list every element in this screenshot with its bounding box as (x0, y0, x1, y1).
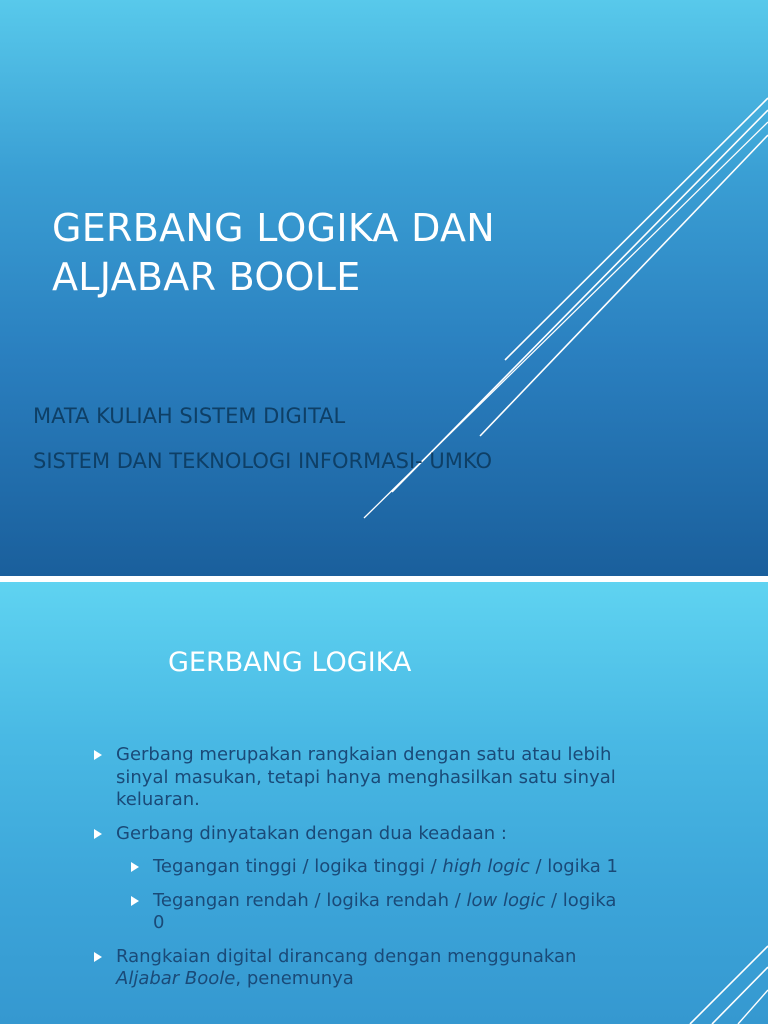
subtitle-course: MATA KULIAH SISTEM DIGITAL (33, 404, 346, 428)
bullet-item (92, 946, 632, 991)
bullet-text-emphasis: low logic (466, 889, 546, 911)
deco-line (690, 946, 768, 1024)
sub-bullet-item (129, 890, 623, 935)
content-slide (0, 582, 768, 1024)
bullet-arrow-icon (131, 896, 139, 906)
bullet-text-emphasis: Aljabar Boole (116, 968, 236, 989)
title-line-1: GERBANG LOGIKA DAN (52, 206, 495, 250)
bullet-text-pre: Tegangan rendah / logika rendah / (153, 889, 467, 911)
bullet-text-post: , penemunya (235, 968, 354, 989)
title-line-2: ALJABAR BOOLE (52, 255, 361, 299)
bullet-arrow-icon (94, 952, 102, 962)
slide-title: GERBANG LOGIKA (168, 647, 412, 678)
bullet-text-post: / logika 0 (153, 889, 617, 933)
bullet-arrow-icon (94, 829, 102, 839)
sub-bullet-item (129, 856, 623, 879)
bullet-text-pre: Tegangan tinggi / logika tinggi / (153, 856, 443, 877)
bullet-text-post: / logika 1 (529, 856, 618, 877)
bullet-list (92, 744, 632, 1002)
bullet-arrow-icon (94, 750, 102, 760)
bullet-arrow-icon (131, 862, 139, 872)
bullet-item (92, 744, 632, 812)
bullet-text-emphasis: high logic (442, 856, 530, 877)
subtitle-department: SISTEM DAN TEKNOLOGI INFORMASI- UMKO (33, 449, 493, 473)
deco-line (738, 990, 768, 1024)
bullet-item (92, 823, 632, 846)
bullet-text-pre: Rangkaian digital dirancang dengan menggunakan (116, 945, 577, 967)
slide-title (52, 204, 612, 302)
bullet-text: Gerbang merupakan rangkaian dengan satu atau lebih sinyal masukan, tetapi hanya menghasilkan satu sinyal keluaran. (116, 744, 616, 810)
deco-line (712, 967, 768, 1024)
bullet-text: Gerbang dinyatakan dengan dua keadaan : (116, 822, 507, 844)
